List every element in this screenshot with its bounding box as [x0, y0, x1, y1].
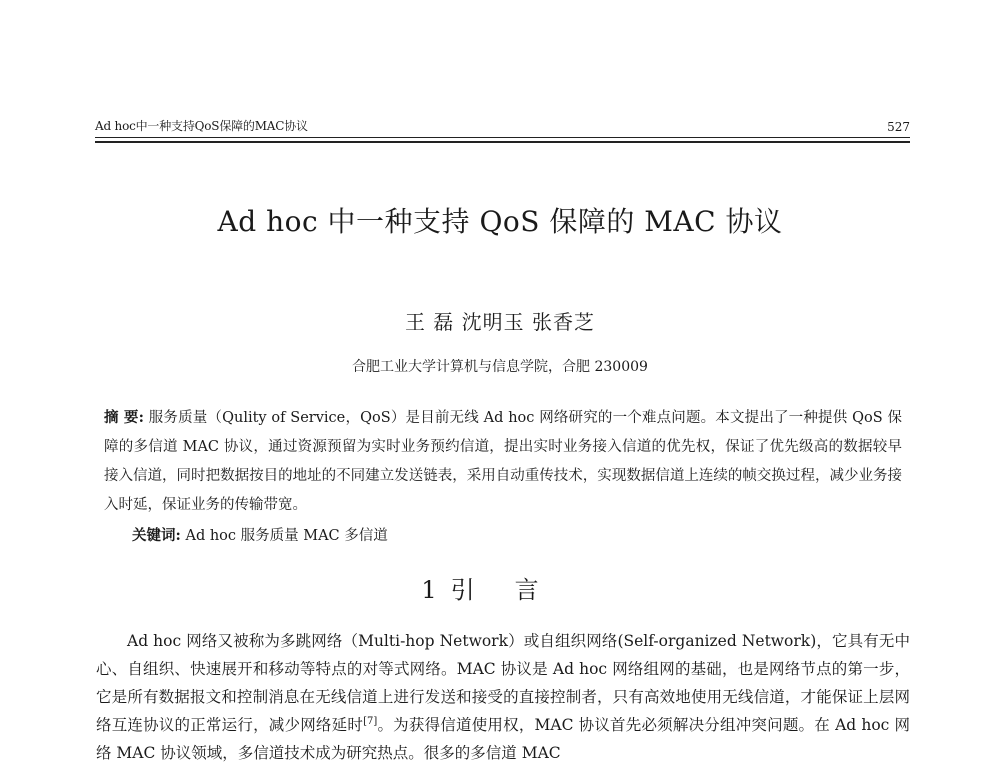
body-paragraph — [96, 627, 910, 767]
section-heading — [0, 570, 1000, 605]
abstract — [104, 403, 902, 520]
keywords-label: 关键词: — [132, 527, 181, 544]
section-number: 1 — [421, 576, 437, 604]
header-rule-thin — [95, 137, 910, 138]
body-text-start: Ad hoc 网络又被称为多跳网络（Multi-hop Network）或自组织网络(Self-organized Network)，它具有无中心、自组织、快速展开和移动等特点的对等式网络。MAC 协议是 Ad hoc 网络组网的基础，也是网络节点的第一步，它是所有数据报文和控制消息在无线信道上进行发送和接受的直接控制者，只有高效地使用无线信道，才能保证上层网络互连协议的正常运行，减少网络延时 — [96, 632, 910, 734]
body-text-end: 。为获得信道使用权，MAC 协议首先必须解决分组冲突问题。在 Ad hoc 网络 MAC 协议领域，多信道技术成为研究热点。很多的多信道 MAC — [96, 716, 910, 762]
citation-marker: [7] — [363, 715, 378, 727]
header-rule-thick — [95, 141, 910, 143]
running-header — [95, 116, 910, 138]
abstract-text: 服务质量（Qulity of Service，QoS）是目前无线 Ad hoc 网络研究的一个难点问题。本文提出了一种提供 QoS 保障的多信道 MAC 协议，通过资源预留为实时业务预约信道，提出实时业务接入信道的优先权，保证了优先级高的数据较早接入信道，同时把数据按目的地址的不同建立发送链表，采用自动重传技术，实现数据信道上连续的帧交换过程，减少业务接入时延，保证业务的传输带宽。 — [104, 410, 902, 513]
paper-title: Ad hoc 中一种支持 QoS 保障的 MAC 协议 — [217, 205, 783, 238]
page-number: 527 — [887, 120, 910, 134]
abstract-label: 摘 要: — [104, 409, 144, 426]
keywords — [132, 521, 388, 551]
authors: 王 磊 沈明玉 张香芝 — [404, 310, 596, 334]
keywords-text: Ad hoc 服务质量 MAC 多信道 — [180, 528, 388, 544]
section-title: 引言 — [450, 576, 579, 604]
affiliation: 合肥工业大学计算机与信息学院，合肥 230009 — [352, 359, 648, 375]
running-title: Ad hoc中一种支持QoS保障的MAC协议 — [95, 119, 308, 133]
